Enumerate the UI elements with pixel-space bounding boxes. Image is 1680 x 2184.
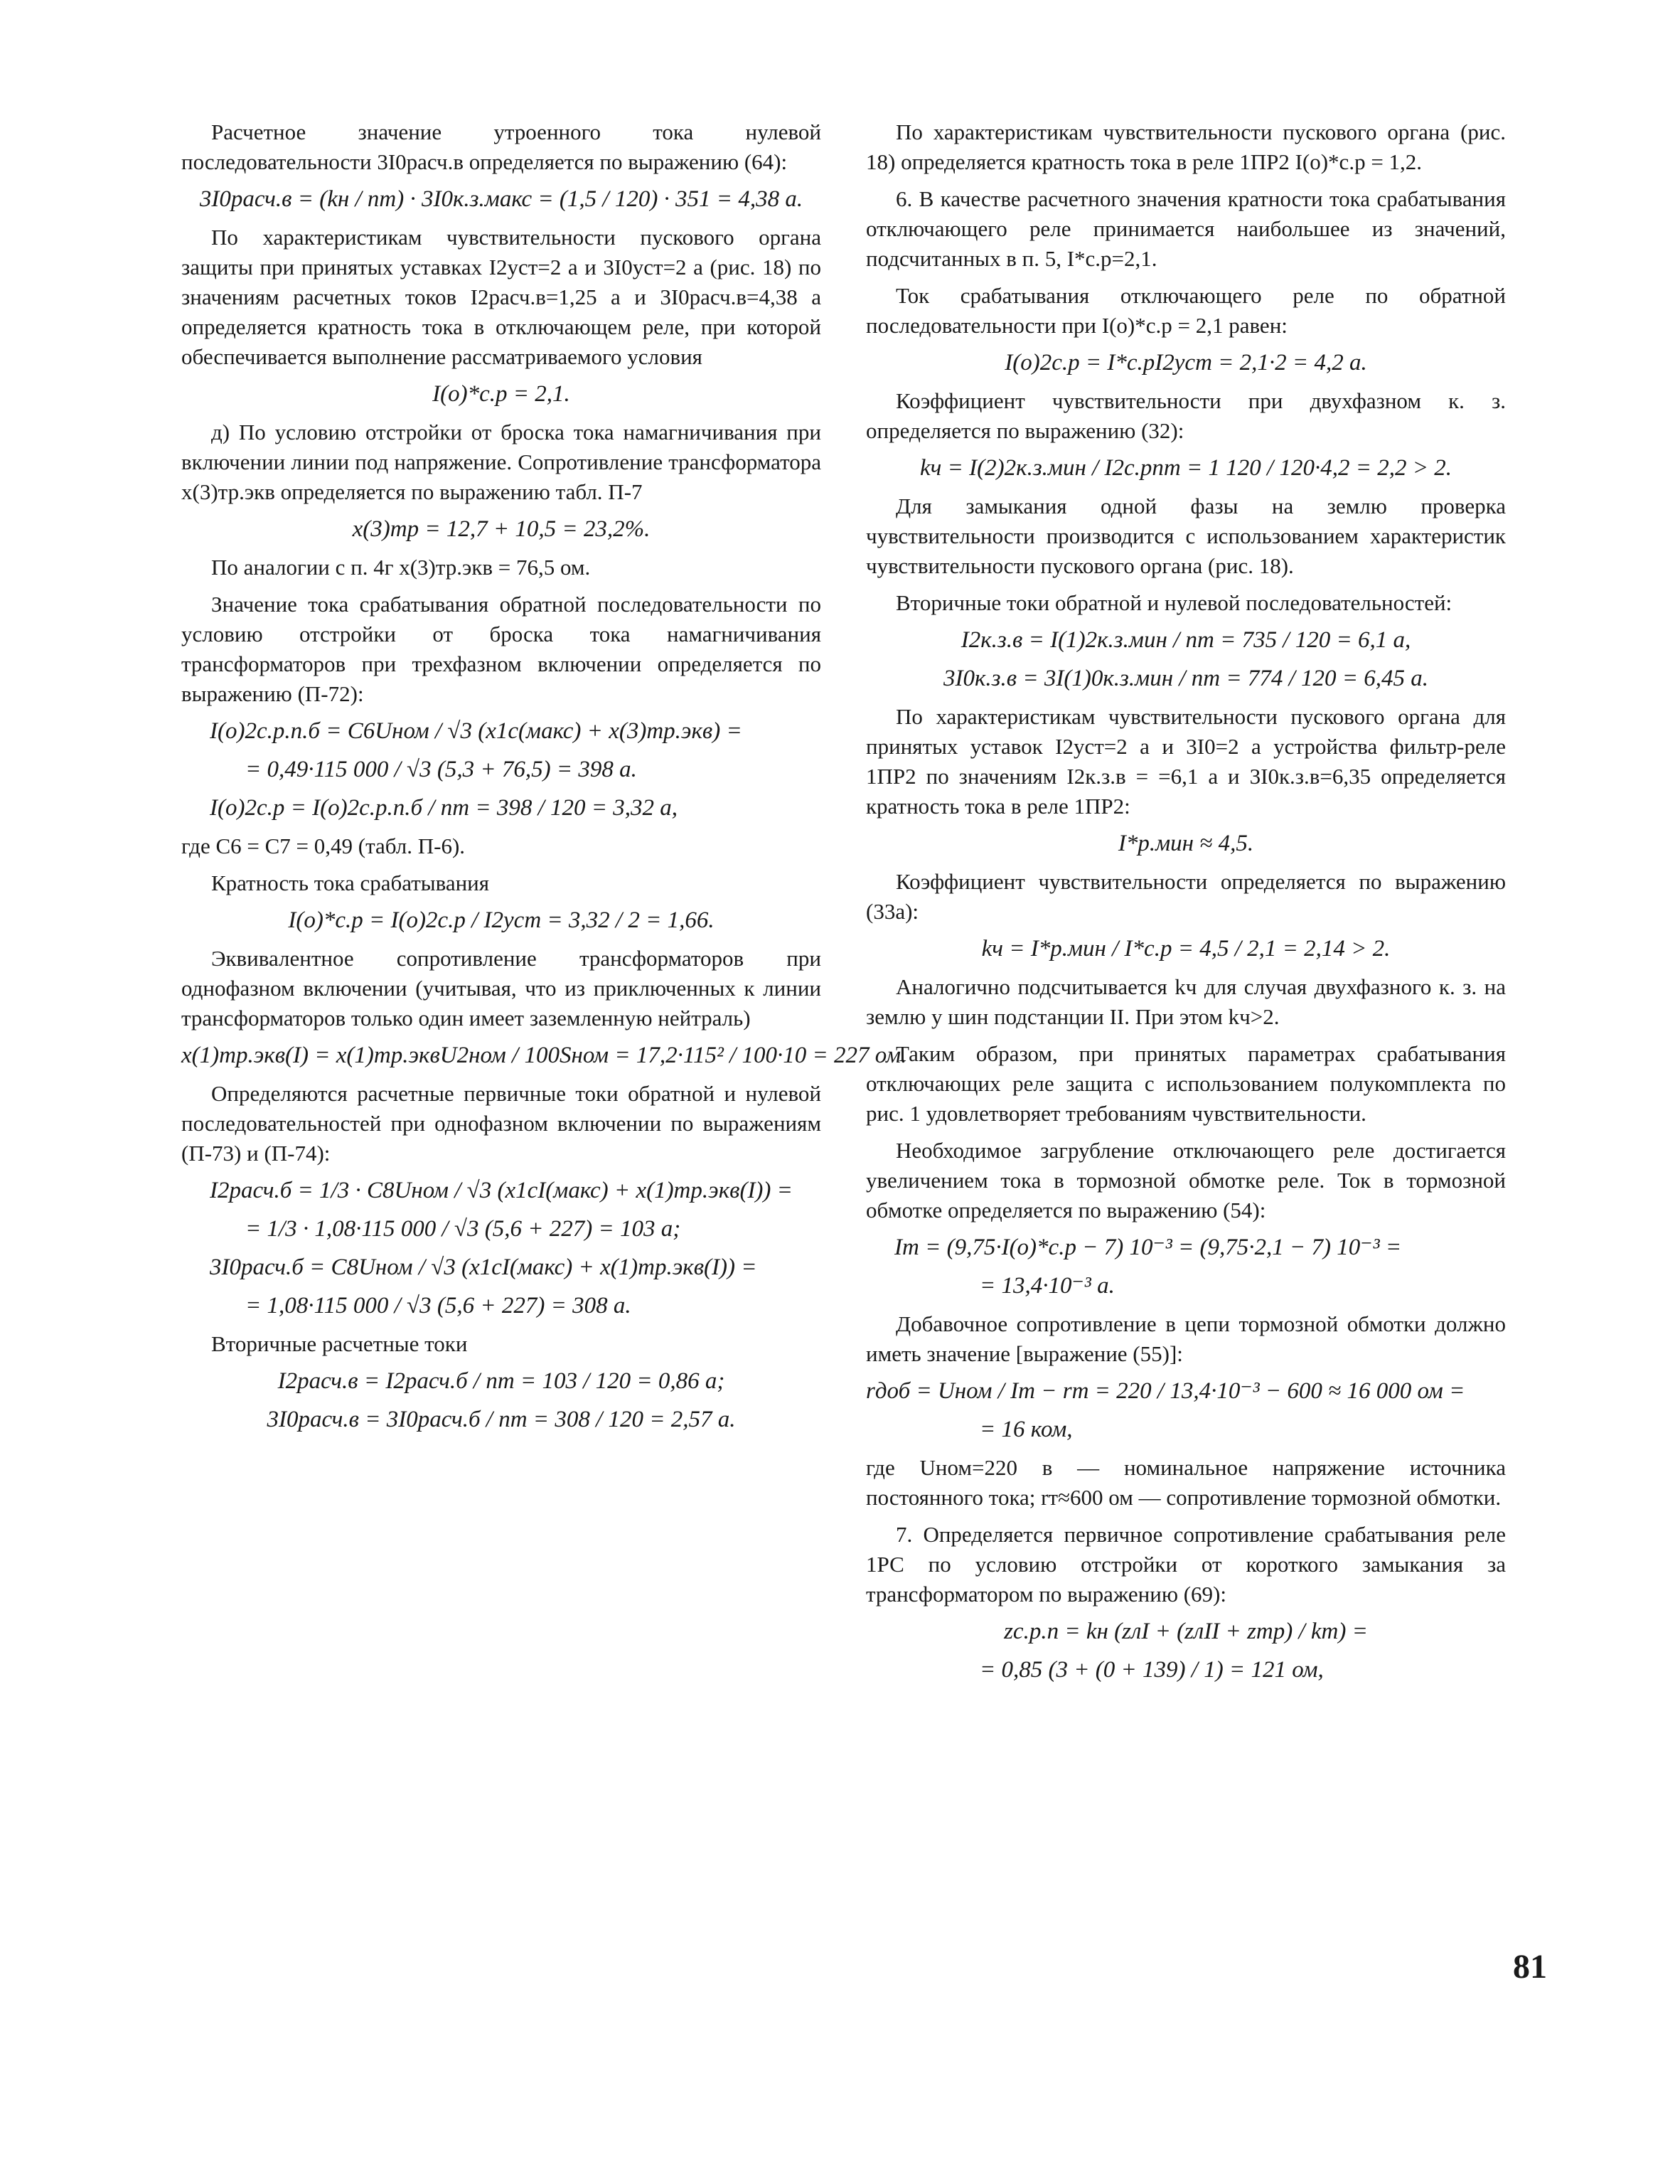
equation: = 13,4·10⁻³ a. [980, 1273, 1115, 1299]
paragraph: 6. В качестве расчетного значения кратности тока срабатывания отключающего реле принимается наибольшее из значений, подсчитанных в п. 5, I*с.р=2,1. [866, 186, 1506, 271]
paragraph: По аналогии с п. 4г x(3)тр.экв = 76,5 ом. [211, 555, 591, 580]
paragraph: Вторичные токи обратной и нулевой последовательностей: [896, 590, 1452, 615]
paragraph: По характеристикам чувствительности пускового органа защиты при принятых уставках I2уст=2 a и 3I0уст=2 a (рис. 18) по значениям расчетных токов I2расч.в=1,25 a и 3I0расч.в=4,38 a определяется кратность тока в отключающем реле, при которой обеспечивается выполнение рассматриваемого условия [181, 225, 821, 369]
paragraph: Добавочное сопротивление в цепи тормозной обмотки должно иметь значение [выражение (55)]: [866, 1311, 1506, 1366]
right-column [866, 117, 1506, 1693]
equation: 3I0расч.в = 3I0расч.б / nт = 308 / 120 = 2,57 a. [267, 1407, 736, 1432]
equation: x(1)тр.экв(I) = x(1)тр.эквU2ном / 100Sном = 17,2·115² / 100·10 = 227 ом. [181, 1043, 907, 1068]
equation: zс.р.п = kн (zлI + (zлII + zтр) / kт) = [1004, 1619, 1368, 1644]
paragraph: Таким образом, при принятых параметрах срабатывания отключающих реле защита с использованием полукомплекта по рис. 1 удовлетворяет требованиям чувствительности. [866, 1041, 1506, 1126]
paragraph: где Uном=220 в — номинальное напряжение источника постоянного тока; rт≈600 ом — сопротивление тормозной обмотки. [866, 1455, 1506, 1510]
page-number: 81 [1513, 1948, 1547, 1986]
equation: Iт = (9,75·I(о)*с.р − 7) 10⁻³ = (9,75·2,1 − 7) 10⁻³ = [894, 1235, 1402, 1260]
equation: I2к.з.в = I(1)2к.з.мин / nт = 735 / 120 = 6,1 a, [961, 627, 1411, 653]
paragraph: Вторичные расчетные токи [211, 1331, 468, 1356]
equation: 3I0расч.б = C8Uном / √3 (x1сI(макс) + x(1)тр.экв(I)) = [210, 1255, 757, 1280]
equation: I(о)2с.р.п.б = C6Uном / √3 (x1с(макс) + x(3)тр.экв) = [210, 718, 742, 744]
equation: = 1,08·115 000 / √3 (5,6 + 227) = 308 a. [245, 1293, 631, 1319]
paragraph: Для замыкания одной фазы на землю проверка чувствительности производится с использованием характеристик чувствительности пускового органа (рис. 18). [866, 494, 1506, 578]
equation: I(о)2с.р = I(о)2с.р.п.б / nт = 398 / 120 = 3,32 a, [210, 795, 678, 821]
paragraph: Коэффициент чувствительности определяется по выражению (33а): [866, 869, 1506, 924]
paragraph: Необходимое загрубление отключающего реле достигается увеличением тока в тормозной обмотке реле. Ток в тормозной обмотке определяется по выражению (54): [866, 1138, 1506, 1222]
equation: rдоб = Uном / Iт − rт = 220 / 13,4·10⁻³ − 600 ≈ 16 000 ом = [866, 1378, 1465, 1404]
left-column [181, 117, 907, 1443]
equation: 3I0расч.в = (kн / nт) · 3I0к.з.макс = (1,5 / 120) · 351 = 4,38 a. [199, 186, 803, 212]
paragraph: Кратность тока срабатывания [211, 870, 490, 895]
equation: I2расч.в = I2расч.б / nт = 103 / 120 = 0,86 a; [277, 1368, 725, 1394]
paragraph: Эквивалентное сопротивление трансформаторов при однофазном включении (учитывая, что из приключенных к линии трансформаторов только один имеет заземленную нейтраль) [181, 946, 821, 1030]
paragraph: Определяются расчетные первичные токи обратной и нулевой последовательностей при однофазном включении по выражениям (П-73) и (П-74): [181, 1081, 821, 1166]
paragraph: Ток срабатывания отключающего реле по обратной последовательности при I(о)*с.р = 2,1 равен: [866, 283, 1506, 338]
paragraph: Коэффициент чувствительности при двухфазном к. з. определяется по выражению (32): [866, 388, 1506, 443]
equation: = 0,49·115 000 / √3 (5,3 + 76,5) = 398 a. [245, 757, 637, 782]
equation: 3I0к.з.в = 3I(1)0к.з.мин / nт = 774 / 120 = 6,45 a. [943, 666, 1429, 691]
equation: I*р.мин ≈ 4,5. [1118, 831, 1254, 856]
equation: kч = I*р.мин / I*с.р = 4,5 / 2,1 = 2,14 > 2. [981, 936, 1391, 962]
equation: x(3)тр = 12,7 + 10,5 = 23,2%. [352, 516, 651, 542]
equation: I(о)*с.р = I(о)2с.р / I2уст = 3,32 / 2 = 1,66. [288, 907, 715, 933]
paragraph: где C6 = C7 = 0,49 (табл. П-6). [181, 833, 466, 858]
paragraph: По характеристикам чувствительности пускового органа (рис. 18) определяется кратность тока в реле 1ПР2 I(о)*с.р = 1,2. [866, 119, 1506, 174]
equation: = 16 ком, [980, 1417, 1073, 1442]
equation: = 0,85 (3 + (0 + 139) / 1) = 121 ом, [980, 1657, 1324, 1683]
equation: I(о)*с.р = 2,1. [432, 381, 570, 407]
paragraph: 7. Определяется первичное сопротивление срабатывания реле 1РС по условию отстройки от короткого замыкания за трансформатором по выражению (69): [866, 1522, 1506, 1607]
paragraph: Значение тока срабатывания обратной последовательности по условию отстройки от броска тока намагничивания трансформаторов при трехфазном включении определяется по выражению (П-72): [181, 592, 821, 706]
paragraph: Аналогично подсчитывается kч для случая двухфазного к. з. на землю у шин подстанции II. При этом kч>2. [866, 974, 1506, 1029]
paragraph: д) По условию отстройки от броска тока намагничивания при включении линии под напряжение. Сопротивление трансформатора x(3)тр.экв определяется по выражению табл. П-7 [181, 420, 821, 504]
equation: I(о)2с.р = I*с.рI2уст = 2,1·2 = 4,2 a. [1005, 350, 1367, 375]
equation: kч = I(2)2к.з.мин / I2с.рnт = 1 120 / 120·4,2 = 2,2 > 2. [920, 455, 1452, 481]
paragraph: По характеристикам чувствительности пускового органа для принятых уставок I2уст=2 a и 3I0=2 a устройства фильтр-реле 1ПР2 по значениям I2к.з.в = =6,1 a и 3I0к.з.в=6,35 определяется кратность тока в реле 1ПР2: [866, 704, 1506, 819]
equation: = 1/3 · 1,08·115 000 / √3 (5,6 + 227) = 103 a; [245, 1216, 681, 1242]
paragraph: Расчетное значение утроенного тока нулевой последовательности 3I0расч.в определяется по выражению (64): [181, 119, 821, 174]
equation: I2расч.б = 1/3 · C8Uном / √3 (x1сI(макс) + x(1)тр.экв(I)) = [210, 1178, 793, 1203]
